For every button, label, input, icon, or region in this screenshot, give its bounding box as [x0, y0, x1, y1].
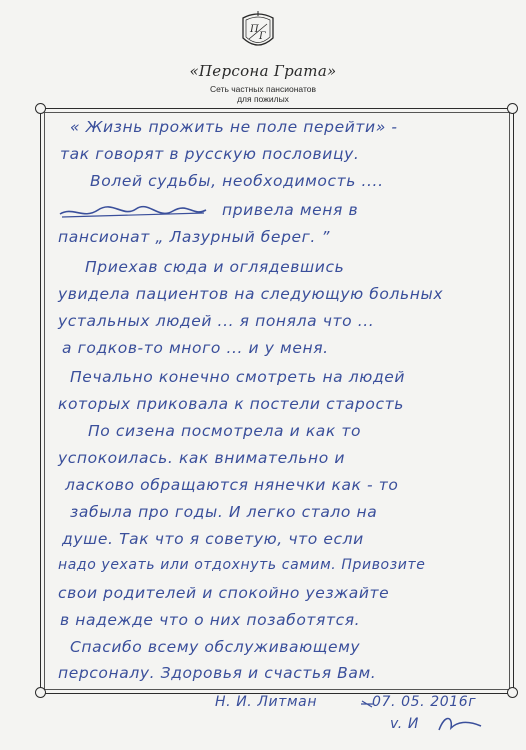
brand-subtitle-line-2: для пожилых	[237, 94, 289, 104]
letter-line: привела меня в	[222, 201, 359, 219]
letter-line: Приехав сюда и оглядевшись	[85, 258, 345, 276]
scribbled-out-text	[58, 200, 208, 226]
letter-line: ласково обращаются нянечки как - то	[65, 476, 399, 494]
letter-line: которых приковала к постели старость	[58, 395, 404, 413]
svg-text:П: П	[250, 24, 259, 35]
brand-subtitle	[0, 84, 526, 104]
signature-initials: v. И	[390, 716, 419, 732]
svg-text:Г: Г	[259, 31, 266, 42]
letter-line: увидела пациентов на следующую больных	[58, 285, 444, 303]
letter-date: 07. 05. 2016г	[372, 694, 477, 710]
letter-line: Волей судьбы, необходимость ....	[90, 172, 384, 190]
date-strike-mark	[360, 697, 374, 711]
letter-line: душе. Так что я советую, что если	[62, 530, 364, 548]
letter-line: а годков-то много ... и у меня.	[62, 339, 329, 357]
frame-corner-ornament	[507, 687, 518, 698]
letter-line: свои родителей и спокойно уезжайте	[58, 584, 390, 602]
frame-corner-ornament	[507, 103, 518, 114]
letter-line: так говорят в русскую пословицу.	[60, 145, 360, 163]
frame-corner-ornament	[35, 103, 46, 114]
letter-line: Спасибо всему обслуживающему	[70, 638, 361, 656]
monogram-crest-icon	[235, 8, 281, 54]
letter-line: устальных людей ... я поняла что ...	[58, 312, 375, 330]
letter-line: По сизена посмотрела и как то	[88, 422, 362, 440]
letter-line: успокоилась. как внимательно и	[58, 449, 346, 467]
letter-line: надо уехать или отдохнуть самим. Привозите	[58, 557, 426, 573]
signature-scribble	[435, 712, 485, 738]
signature-name: Н. И. Литман	[215, 694, 318, 710]
letter-line: забыла про годы. И легко стало на	[70, 503, 378, 521]
letter-line: Печально конечно смотреть на людей	[70, 368, 406, 386]
letter-line: в надежде что о них позаботятся.	[60, 611, 361, 629]
letter-line: персоналу. Здоровья и счастья Вам.	[58, 664, 377, 682]
frame-corner-ornament	[35, 687, 46, 698]
letter-line: « Жизнь прожить не поле перейти» -	[70, 118, 398, 136]
letter-line: пансионат „ Лазурный берег. ”	[58, 228, 331, 246]
brand-subtitle-line-1: Сеть частных пансионатов	[209, 84, 316, 94]
brand-name: «Персона Грата»	[189, 62, 337, 80]
